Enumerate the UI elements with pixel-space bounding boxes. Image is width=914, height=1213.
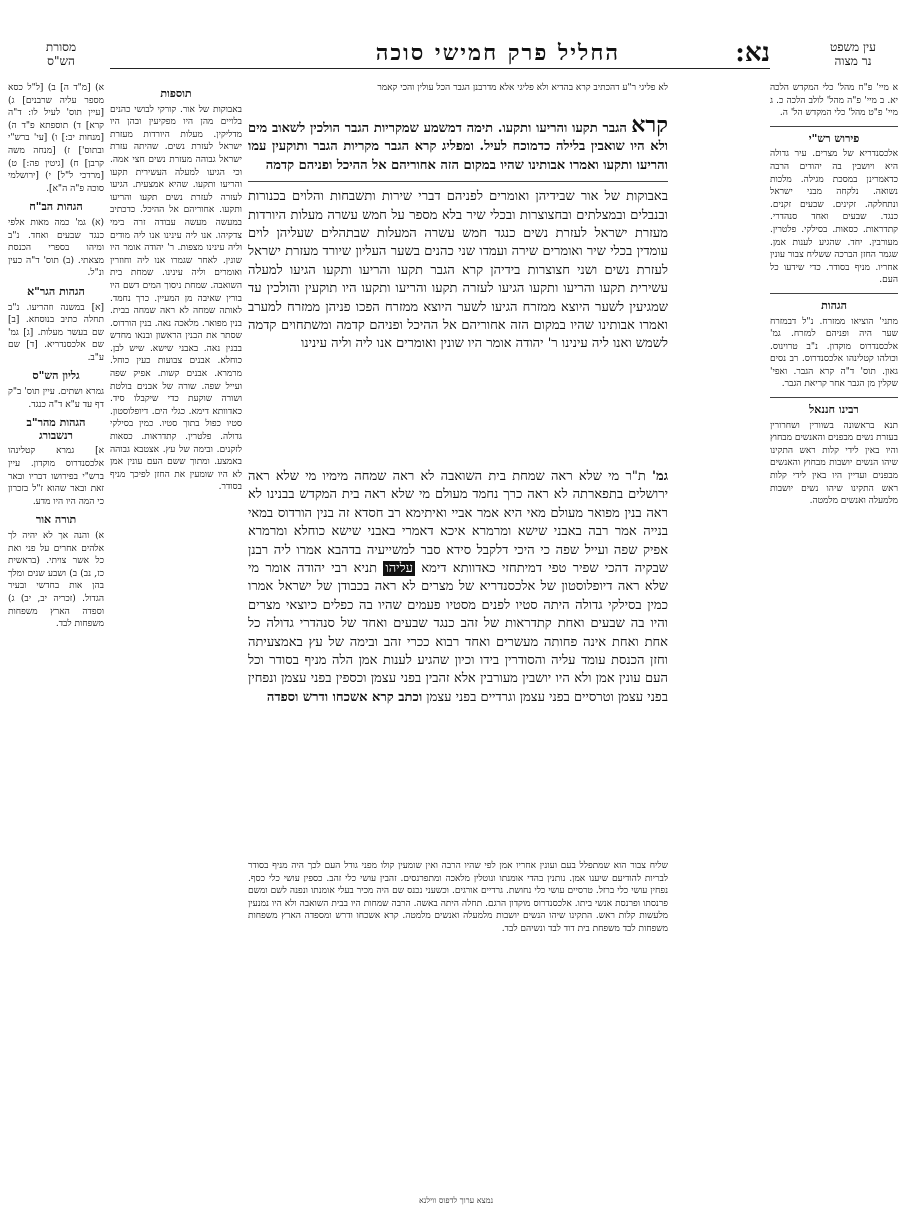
rashi-top: לא פליגי ר"ע דהכתיב קרא בהדיא ולא פליגי אלא מדרבנן הגבר הכל עולין והכי קאמר bbox=[377, 83, 668, 93]
hagahot-habach-text: (א) גמ' כמה מאות אלפי כנגד שבעים ואחד. נ"ב ומיהו בספרי הכנסת מצאתי. (ב) תוס' ד"ה כעין ונ"ל. bbox=[8, 217, 104, 279]
gilyon-title: גליון הש"ס bbox=[32, 369, 80, 383]
masoret-text: א) [מ"ד ה] ב) [ל"ל כסא מספר עליה שרבנים] ג) [עיין תוס' לעיל לו: ד"ה קרא] ד) תוספתא פ"ד ה) [מנחות יב:] ו) [עי' ברש"י ובתוס'] ז) [מנחה משה קרבן] ח) [גיטין פה:] ט) [מרדכי ל"ל] י) [ירושלמי סוכה פ"ה ה"א]. bbox=[8, 83, 104, 194]
hagahot-text: מתני' הוציאו ממזרח. נ"ל דבמזרח שער היה ופניהם למזרח. גמ' אלכסנדרוס מוקדון. נ"ב טרוינוס. וכולהו קטלינהו אלכסנדרוס. רב נסים גאון. תוס' ד"ה קרא הגבר. ואפי' שקלין מן הגבר אחר קריאת הגבר. bbox=[770, 316, 898, 390]
hagahot-title: הגהות bbox=[821, 298, 847, 312]
masoret-column bbox=[8, 82, 104, 1192]
hagahot-hagra-title: הגהות הגר"א bbox=[27, 284, 85, 298]
footer-note: נמצא ערוך לדפוס ווילנא bbox=[418, 1196, 494, 1205]
mishnah-text-2: באבוקות של אור שבידיהן ואומרים לפניהם דברי שירות ותשבחות והלוים בכנורות ובנבלים ובמצלתים ובחצוצרות ובכלי שיר בלא מספר על חמש עשרה מעלות היורדות מעזרת ישראל לעזרת נשים כנגד חמש עשרה המעלות שבתהלים שעליהן לוים עומדין בכלי שיר ואומרים שירה ועמדו שני כהנים בשער העליון שיורד מעזרת ישראל לעזרת נשים ושני חצוצרות בידיהן קרא הגבר תקעו והריעו ותקעו הגיעו למעלה עשירית תקעו והריעו ותקעו הגיעו לעזרה תקעו והריעו ותקעו היו תוקעין והולכין עד שמגיעין לשער היוצא ממזרח הגיעו לשער היוצא ממזרח הפכו פניהן ממזרח למערב ואמרו אבותינו שהיו במקום הזה אחוריהם אל ההיכל ופניהם קדמה ומשתחוים קדמה לשמש ואנו ליה עינינו ר' יהודה אומר היו שונין ואומרים אנו ליה וליה עינינו bbox=[248, 189, 668, 352]
ein-mishpat-column bbox=[770, 82, 898, 1182]
daf-number: נא: bbox=[735, 38, 770, 68]
masoret-title: מסורת הש"ס bbox=[45, 40, 77, 68]
mishnah-opening-word: קרא bbox=[631, 116, 668, 138]
hagahot-hagra-text: [א] במשנה וזהריעו. נ"ב תחלה כתיב בנוסחא. [ב] שם בעשר מעלות. [ג] גמ' שם אלכסנדריא. [ד] שם ע"ב. bbox=[8, 302, 104, 363]
page-header bbox=[110, 38, 770, 69]
gemara-closing: וכתב קרא אשכחו ודרש וספדה bbox=[266, 689, 423, 705]
gemara-text-2: תניא רבי יהודה אומר מי שלא ראה דיופלוסטון של אלכסנדריא של מצרים לא ראה בכבודן של ישראל אמרו כמין בסילקי גדולה היתה סטיו לפנים מסטיו פעמים שהיו בה כפלים כיוצאי מצרים והיו בה שבעים ואחת קתדראות של זהב כנגד שבעים ואחד של סנהדרי גדולה כל אחת ואחת אינה פחותה מעשרים ואחד רבוא ככרי זהב ובימה של עץ באמצעיתה וחזן הכנסת עומד עליה והסודרין בידו וכיון שהגיע לענות אמן הלה מניף בסודר וכל העם עונין אמן ולא היו יושבין מעורבין אלא זהבין בפני עצמן וכספין בפני עצמן ונפחין בפני עצמן וטרסיים בפני עצמן וגרדיים בפני עצמן bbox=[248, 561, 668, 705]
gemara-highlight: עליהו bbox=[385, 561, 414, 577]
rashi-side-text: אלכסנדריא של מצרים. עיר גדולה היא ויושבין בה יהודים הרבה כדאמרינן במסכת מגילה. מלכות נשואה. נלקחה מבני ישראל ונתחלקה. זקינים. שבעים זקנים. כנגד. שבעים ואחד סנהדרי. קתדראות. כסאות. בסילקי. פלטרין. מעורבין. יחד. שהגיע לענות אמן. שגמר החזן הברכה ששליח צבור עונין אחריו. מניף בסודר. כדי שידעו כל העם. bbox=[770, 149, 898, 286]
ein-mishpat-text: א מיי' פ"ח מהל' כלי המקדש הלכה יא. ב מיי' פ"ה מהל' לולב הלכה כ. ג מיי' פ"ט מהל' כלי המקדש הל' ה. bbox=[770, 83, 898, 119]
gilyon-text: גמרא ושתים. עיין תוס' ב"ק דף עד ע"א ד"ה כנגד. bbox=[8, 387, 104, 410]
torah-or-title: תורה אור bbox=[35, 513, 77, 527]
maharshal-title: הגהות מהר"ב רנשבורג bbox=[26, 416, 86, 442]
rashi-section-title: פירוש רש"י bbox=[808, 131, 860, 145]
divider bbox=[770, 397, 898, 398]
divider bbox=[770, 293, 898, 294]
tosafot-text: באבוקות של אור. קורקי לבושי כהנים בלויים מהן היו מפקיעין ובהן היו מדליקין. מעלות היורדות מעזרת ישראל לעזרת נשים. שהיתה עזרת ישראל גבוהה מעזרת נשים חצי אמה. וכי הגיעו למעלה העשירית תקעו והריעו ותקעו. שהיא אמצעית. הגיעו לעזרה לעזרת נשים תקעו והריעו ותקעו. אחוריהם אל ההיכל. כדכתיב במעשה מעשה עבודה זרה בימי צדקיהו. אנו ליה עינינו אנו ליה מודים וליה עינינו מצפות. ר' יהודה אומר היו שונין. לאחר שגמרו אנו ליה וחוזרין ואומרים וליה עינינו. שמחת בית השואבה. שמחת ניסוך המים דשם היו בורין שאיבה מן המעיין. כרך נחמד. לאותה שמחה לא ראה שמחה בבית. בנין מפואר. מלאכה נאה. בנין הורדוס. שסתר את הבנין הראשון ובנאו מחדש בבנין נאה. באבני שישא. שיש לבן. כוחלא. אבנים צבועות כעין כוחל. מרמרא. אבנים קשות. אפיק שפה ועייל שפה. שורה של אבנים בולטת ושורה שוקעת כדי שיקבלו סיד. כאדוותא דימא. כגלי הים. דיופלוסטון. סטיו כפול בתוך סטיו. כמין בסילקי גדולה. פלטרין. קתדראות. כסאות לזקנים. ובימה של עץ. אצטבא גבוהה באמצע. ומתוך ששם העם עונין אמן לא היו שומעין את החזן לפיכך מניף בסודר. bbox=[110, 104, 242, 493]
chapter-title: החליל פרק חמישי סוכה bbox=[375, 40, 620, 66]
hagahot-habach-title: הגהות הב"ח bbox=[29, 200, 83, 214]
mishnah bbox=[248, 116, 668, 466]
tosafot-column bbox=[110, 82, 242, 1192]
torah-or-text: א) והנה אך לא יהיה לך אלהים אחרים על פני ואת כל אשר צויתי. (בראשית כז, נב) ב) ושבע שנים ומלך בהן אות בחדשי ובעיר הגדול. (זכריה יב, יב) ג) וספדה הארץ משפחות משפחות לבד. bbox=[8, 531, 104, 630]
divider bbox=[770, 126, 898, 127]
ein-mishpat-title: עין משפט נר מצוה bbox=[830, 40, 876, 68]
mishnah-text-1: הגבר תקעו והריעו ותקעו. תימה דמשמע שמקריות הגבר הולכין לשאוב מים ולא היו שואבין בלילה כדמוכח לעיל. ומפליג קרא הגבר מקריות הגבר ותוקעין עמו והריעו ותקעו ואמרו אבותינו שהיו במקום הזה אחוריהם אל ההיכל ופניהם קדמה bbox=[248, 121, 668, 173]
divider bbox=[248, 181, 668, 182]
rashi-bottom bbox=[248, 860, 668, 1195]
gemara-label: גמ' bbox=[652, 469, 668, 484]
maharshal-text: א] גמרא קטלינהו אלכסנדרוס מוקדון. עיין ברש"י בפירושו דבריו ובאר זאת ובאר שהוא ז"ל בזכרון כי המה היו היו מדע. bbox=[8, 446, 104, 507]
rabenu-chananel-text: תנא בראשונה בשוורין ושחרורין בעזרת נשים מבפנים והאנשים מבחוץ והיו באין לידי קלות ראש התקינו שיהו הנשים יושבות מבחוץ והאנשים מבפנים ועדיין היו באין לידי קלות ראש התקינו שיהו נשים יושבות מלמעלה ואנשים מלמטה. bbox=[770, 420, 898, 507]
gemara bbox=[248, 468, 668, 858]
tosafot-title: תוספות bbox=[160, 87, 192, 100]
gemara-text-1: ת"ר מי שלא ראה שמחת בית השואבה לא ראה שמחה מימיו מי שלא ראה ירושלים בתפארתה לא ראה כרך נחמד מעולם מי שלא ראה בית המקדש בבנינו לא ראה בנין מפואר מעולם מאי היא אמר אביי ואיתימא רב חסדא זה בנין הורדוס במאי בנייה אמר רבה באבני שישא ומרמרא איכא דאמרי באבני שישא כוחלא ומרמרא אפיק שפה ועייל שפה כי היכי דלקבל סידא סבר למשייעיה בדהבא אמרו ליה רבנן שבקיה דהכי שפיר טפי דמיתחזי כאדוותא דימא bbox=[248, 469, 668, 577]
rashi-bottom-text: שליח צבור הוא שמתפלל בעם ועונין אחריו אמן לפי שהיו הרבה ואין שומעין קולו מפני גודל העם לכך היה מניף בסודר לבריות להודיעם שיענו אמן. נותנין בהדי אומנתו ונוטלין מלאכה ומתפרנסים. זהבין עושי כלי זהב. כספין עושי כלי כסף. נפחין עושי כלי ברזל. טרסיים עושי כלי נחושת. גרדיים אורגים. וכשעני נכנס שם היה מכיר בעלי אומנתו ונפנה לשם ומשם פרנסתו ופרנסת אנשי ביתו. אלכסנדרוס מוקדון הרגם. תחלה היתה באשה. הרבה שמחות היו בבית השואבה ולא היו נמנעין מלעשות קלות ראש. התקינו שיהו הנשים יושבות מלמעלה ואנשים מלמטה. קרא אשכחו ודרש ומספדה הארץ משפחות משפחות לבד משפחת בית דוד לבד ונשיהם לבד. bbox=[248, 861, 668, 934]
rabenu-chananel-title: רבינו חננאל bbox=[809, 403, 859, 417]
